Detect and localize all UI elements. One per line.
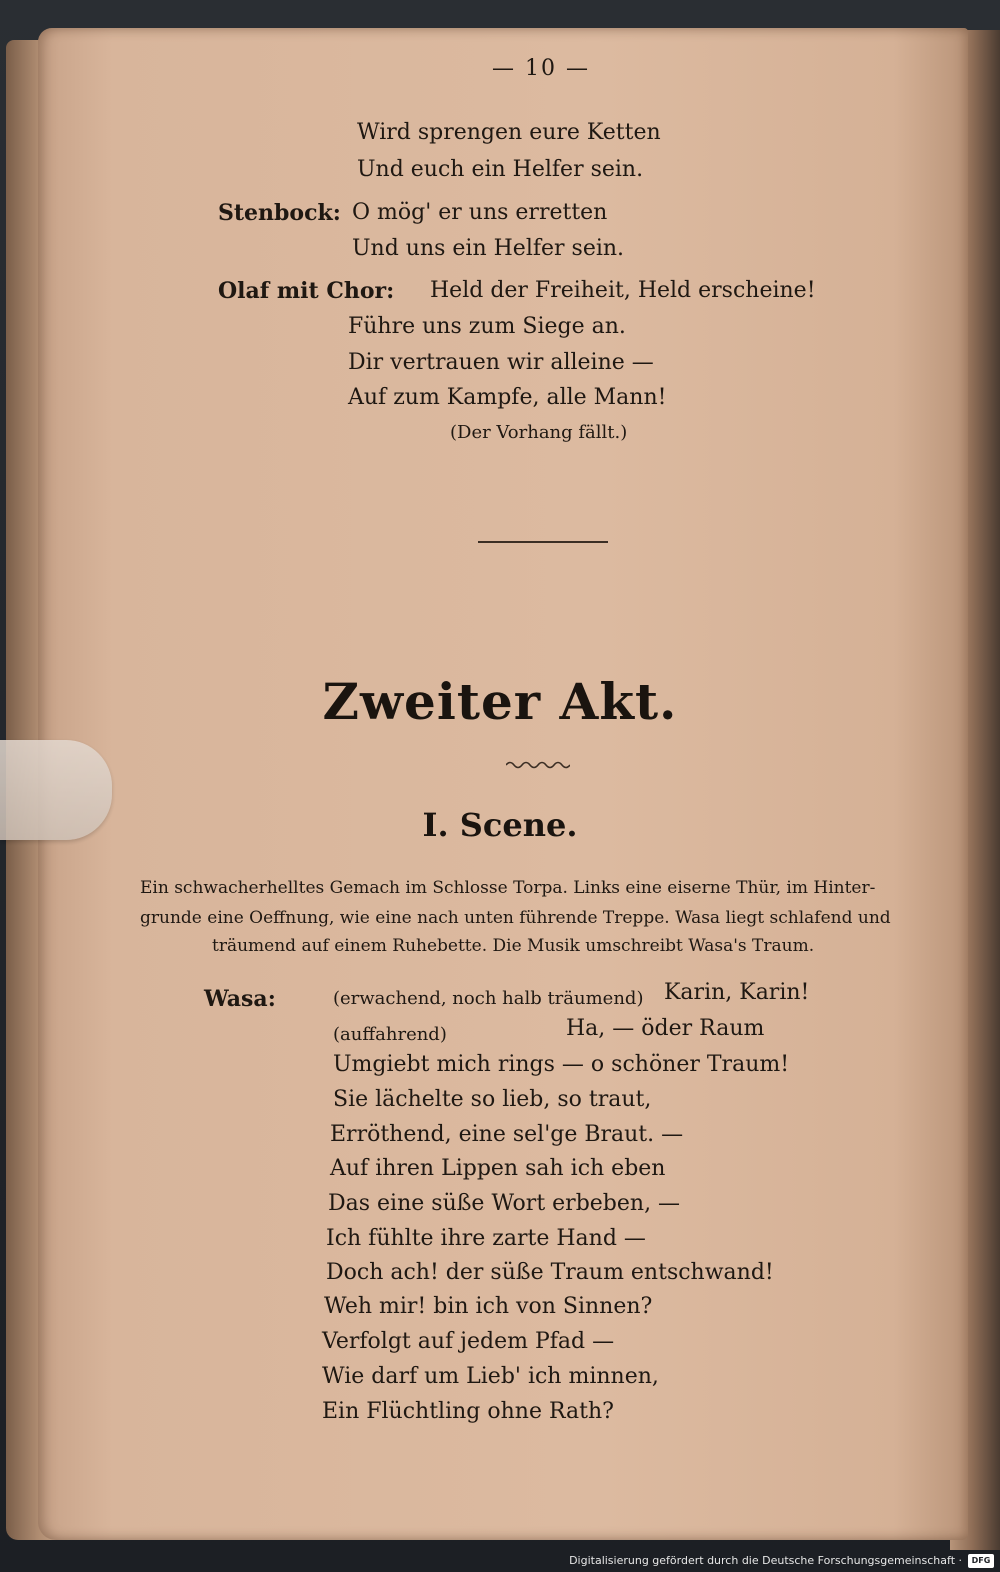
verse-line: Wie darf um Lieb' ich minnen, (322, 1364, 659, 1389)
verse-line: Ich fühlte ihre zarte Hand — (326, 1226, 646, 1251)
page-number: — 10 — (492, 56, 590, 81)
scene-description-line: träumend auf einem Ruhebette. Die Musik umschreibt Wasa's Traum. (212, 936, 815, 956)
verse-line: Ein Flüchtling ohne Rath? (322, 1399, 614, 1424)
verse-line: Verfolgt auf jedem Pfad — (322, 1329, 615, 1354)
verse-line: Umgiebt mich rings — o schöner Traum! (333, 1052, 790, 1077)
verse-line: Held der Freiheit, Held erscheine! (430, 278, 816, 303)
speaker-olaf-chor: Olaf mit Chor: (218, 278, 395, 304)
stage-direction: (erwachend, noch halb träumend) (333, 988, 644, 1009)
verse-line: Sie lächelte so lieb, so traut, (333, 1087, 652, 1112)
dfg-credit-bar (560, 1549, 1000, 1572)
speaker-wasa: Wasa: (204, 986, 276, 1012)
verse-line: Wird sprengen eure Ketten (357, 120, 661, 145)
stage-direction: (Der Vorhang fällt.) (450, 422, 628, 443)
dfg-logo-icon: DFG (968, 1554, 994, 1568)
verse-line: Karin, Karin! (664, 980, 810, 1005)
verse-line: Und uns ein Helfer sein. (352, 236, 625, 261)
section-divider (478, 541, 608, 543)
wave-ornament-icon (506, 758, 570, 772)
scene-description-line: grunde eine Oeffnung, wie eine nach unten führende Treppe. Wasa liegt schlafend und (140, 908, 891, 928)
verse-line: Ha, — öder Raum (566, 1016, 765, 1041)
verse-line: Doch ach! der süße Traum entschwand! (326, 1260, 774, 1285)
verse-line: Und euch ein Helfer sein. (357, 157, 644, 182)
verse-line: O mög' er uns erretten (352, 200, 608, 225)
verse-line: Auf zum Kampfe, alle Mann! (348, 385, 667, 410)
verse-line: Weh mir! bin ich von Sinnen? (324, 1294, 653, 1319)
act-title: Zweiter Akt. (322, 672, 678, 731)
scene-title: I. Scene. (422, 806, 578, 844)
verse-line: Führe uns zum Siege an. (348, 314, 626, 339)
dfg-credit-text: Digitalisierung gefördert durch die Deutsche Forschungsgemeinschaft · (569, 1554, 962, 1567)
stage-direction: (auffahrend) (333, 1024, 447, 1045)
verse-line: Auf ihren Lippen sah ich eben (330, 1156, 666, 1181)
scene-description-line: Ein schwacherhelltes Gemach im Schlosse Torpa. Links eine eiserne Thür, im Hinter- (140, 878, 876, 898)
verse-line: Erröthend, eine sel'ge Braut. — (330, 1122, 684, 1147)
verse-line: Dir vertrauen wir alleine — (348, 350, 654, 375)
speaker-stenbock: Stenbock: (218, 200, 341, 226)
verse-line: Das eine süße Wort erbeben, — (328, 1191, 681, 1216)
